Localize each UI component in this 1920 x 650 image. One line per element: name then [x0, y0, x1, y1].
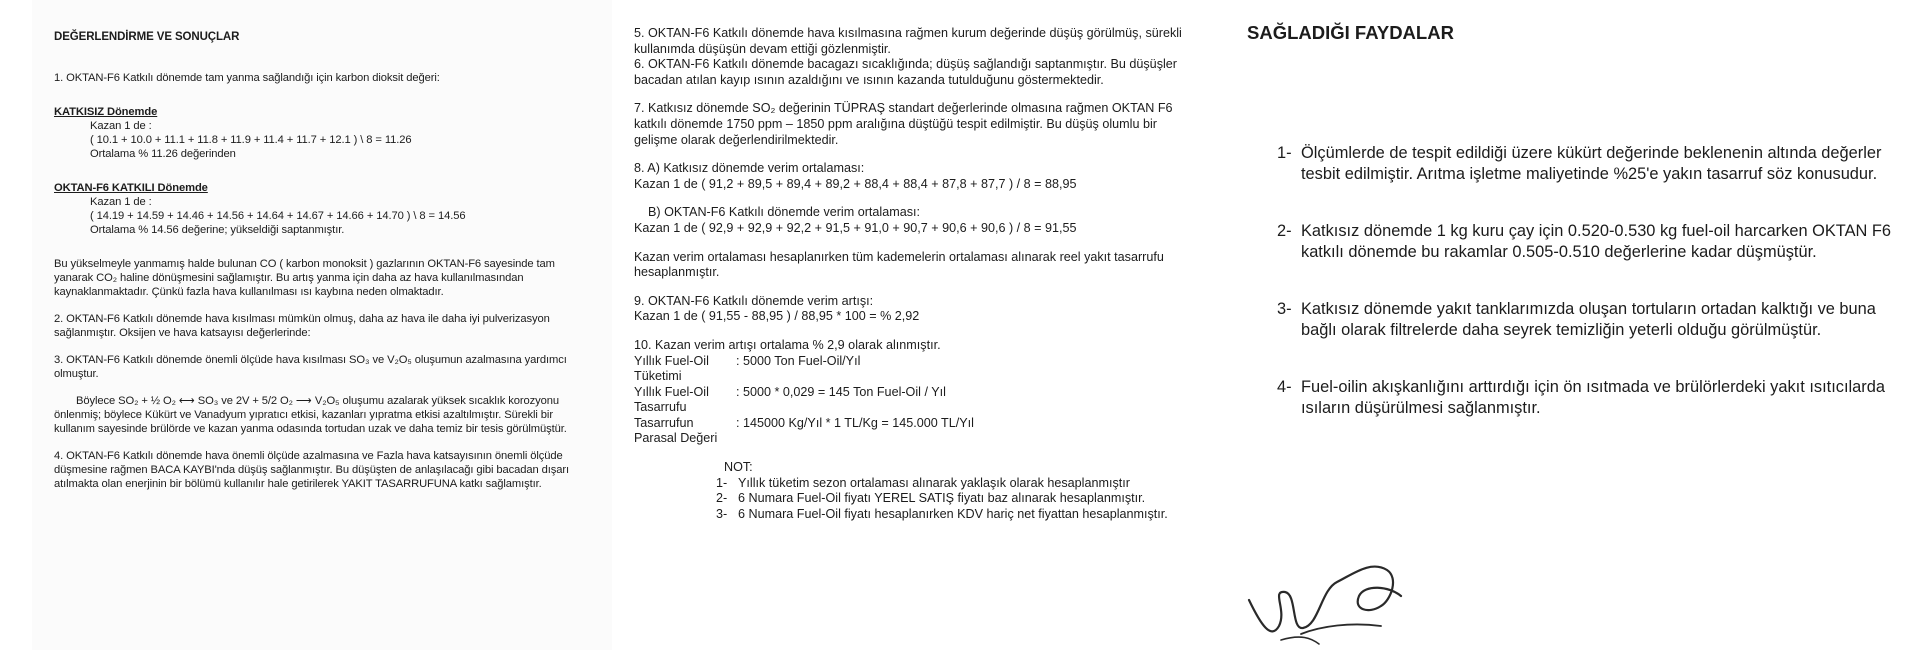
benefit-number: 3- [1277, 300, 1292, 318]
note-item [634, 507, 1193, 523]
item-7: 7. Katkısız dönemde SO₂ değerinin TÜPRAŞ standart değerlerinde olmasına rağmen OKTAN F6 katkılı dönemde 1750 ppm – 1850 ppm aralığına düştüğü tespit edilmiştir. Bu düşüş olumlu bir gelişme olarak değerlendirilmektedir. [634, 101, 1173, 147]
row-label: Yıllık Fuel-Oil Tasarrufu [634, 384, 709, 415]
note-number: 1- [716, 475, 728, 490]
item-3-reaction: Böylece SO₂ + ½ O₂ ⟷ SO₃ ve 2V + 5/2 O₂ ⟶ V₂O₅ oluşumu azalarak yüksek sıcaklık korozyonu önlenmiş; böylece Kükürt ve Vanadyum yıpratıcı etkisi, kazanları yıpratma etkisi azaltılmıştır. Sürekli bir kullanım sayesinde brülörde ve kazan yanma odasında tortudan uzak ve daha temiz bir tesis görülmüştür. [54, 395, 567, 435]
note-text: 6 Numara Fuel-Oil fiyatı hesaplanırken KDV hariç net fiyattan hesaplanmıştır. [738, 506, 1168, 521]
benefit-text: Ölçümlerde de tespit edildiği üzere kükürt değerinde beklenenin altında değerler tesbit edilmiştir. Arıtma işletme maliyetinde %25'e yakın tasarruf söz konusudur. [1301, 144, 1882, 183]
item-2: 2. OKTAN-F6 Katkılı dönemde hava kısılması mümkün olmuş, daha az hava ile daha iyi pulverizasyon sağlanmıştır. Oksijen ve hava katsayısı değerlerinde: [54, 313, 550, 339]
item-5: 5. OKTAN-F6 Katkılı dönemde hava kısılmasına rağmen kurum değerinde düşüş görülmüş, sürekli kullanımda düşüşün devam ettiği gözlenmiştir. [634, 26, 1182, 56]
note-item [634, 476, 1193, 492]
item-9-title: 9. OKTAN-F6 Katkılı dönemde verim artışı: [634, 293, 874, 308]
item-8b-title: B) OKTAN-F6 Katkılı dönemde verim ortalaması: [648, 205, 921, 220]
katkisiz-heading: KATKISIZ Dönemde [54, 106, 158, 118]
note-item [634, 491, 1193, 507]
benefit-text: Katkısız dönemde yakıt tanklarımızda oluşan tortuların ortadan kalktığı ve buna bağlı olarak filtrelerde daha seyrek temizliğin yeterli olduğu görülmüştür. [1301, 300, 1876, 339]
katkili-heading: OKTAN-F6 KATKILI Dönemde [54, 182, 208, 194]
note-text: 6 Numara Fuel-Oil fiyatı YEREL SATIŞ fiyatı baz alınarak hesaplanmıştır. [738, 491, 1146, 506]
co-paragraph: Bu yükselmeyle yanmamış halde bulunan CO ( karbon monoksit ) gazlarının OKTAN-F6 sayesinde tam yanarak CO₂ haline dönüşmesini sağlamıştır. Bu artış yanma için daha az hava kullanılmasından kaynaklanmaktadır. Çünkü fazla hava kullanılması ısı kaybına neden olmaktadır. [54, 258, 555, 298]
item-1-intro: 1. OKTAN-F6 Katkılı dönemde tam yanma sağlandığı için karbon dioksit değeri: [54, 72, 440, 84]
benefit-number: 2- [1277, 222, 1292, 240]
katkisiz-formula: ( 10.1 + 10.0 + 11.1 + 11.8 + 11.9 + 11.4 + 11.7 + 12.1 ) \ 8 = 11.26 [90, 134, 412, 146]
benefit-item [1247, 221, 1910, 263]
row-value: : 5000 Ton Fuel-Oil/Yıl [736, 353, 861, 368]
row-value: : 145000 Kg/Yıl * 1 TL/Kg = 145.000 TL/Yıl [736, 415, 974, 430]
benefit-number: 4- [1277, 378, 1292, 396]
annual-consumption-row [634, 354, 1193, 385]
katkili-formula: ( 14.19 + 14.59 + 14.46 + 14.56 + 14.64 + 14.67 + 14.66 + 14.70 ) \ 8 = 14.56 [90, 210, 466, 222]
item-8b-formula: Kazan 1 de ( 92,9 + 92,9 + 92,2 + 91,5 + 91,0 + 90,7 + 90,6 + 90,6 ) / 8 = 91,55 [634, 220, 1077, 235]
benefit-item [1247, 299, 1910, 341]
document-page-results [620, 0, 1205, 650]
row-value: : 5000 * 0,029 = 145 Ton Fuel-Oil / Yıl [736, 384, 946, 399]
katkisiz-average: Ortalama % 11.26 değerinden [90, 148, 236, 160]
handwritten-signature [1241, 530, 1421, 650]
item-9-formula: Kazan 1 de ( 91,55 - 88,95 ) / 88,95 * 100 = % 2,92 [634, 309, 920, 324]
document-page-evaluation [32, 0, 612, 650]
item-10-title: 10. Kazan verim artışı ortalama % 2,9 olarak alınmıştır. [634, 337, 941, 352]
document-page-benefits [1235, 0, 1920, 650]
benefit-text: Fuel-oilin akışkanlığını arttırdığı için ön ısıtmada ve brülörlerdeki yakıt ısıtıcılarda ısıların düşürülmesi sağlanmıştır. [1301, 378, 1885, 417]
benefit-item [1247, 143, 1910, 185]
row-label: Yıllık Fuel-Oil Tüketimi [634, 353, 709, 384]
note-text: Yıllık tüketim sezon ortalaması alınarak yaklaşık olarak hesaplanmıştır [738, 475, 1130, 490]
note-number: 2- [716, 491, 728, 506]
monetary-value-row [634, 416, 1193, 447]
page-title: DEĞERLENDİRME VE SONUÇLAR [54, 31, 240, 43]
benefit-number: 1- [1277, 144, 1292, 162]
benefit-text: Katkısız dönemde 1 kg kuru çay için 0.520-0.530 kg fuel-oil harcarken OKTAN F6 katkılı dönemde bu rakamlar 0.505-0.510 değerlerine kadar düşmüştür. [1301, 222, 1892, 261]
note-heading: NOT: [724, 460, 753, 475]
katkili-average: Ortalama % 14.56 değerine; yükseldiği saptanmıştır. [90, 224, 345, 236]
note-number: 3- [716, 506, 728, 521]
katkili-kazan-label: Kazan 1 de : [90, 196, 152, 208]
item-8a-title: 8. A) Katkısız dönemde verim ortalaması: [634, 161, 865, 176]
verim-note: Kazan verim ortalaması hesaplanırken tüm kademelerin ortalaması alınarak reel yakıt tasarrufu hesaplanmıştır. [634, 249, 1164, 280]
benefit-item [1247, 377, 1910, 419]
item-6: 6. OKTAN-F6 Katkılı dönemde bacagazı sıcaklığında; düşüş sağlandığı saptanmıştır. Bu düşüşler bacadan atılan kayıp ısının azaldığını ve ısının kazanda tutulduğunu göstermektedir. [634, 57, 1177, 87]
page-title: SAĞLADIĞI FAYDALAR [1247, 22, 1454, 43]
annual-savings-row [634, 385, 1193, 416]
katkisiz-kazan-label: Kazan 1 de : [90, 120, 152, 132]
item-3: 3. OKTAN-F6 Katkılı dönemde önemli ölçüde hava kısılması SO₃ ve V₂O₅ oluşumun azalmasına yardımcı olmuştur. [54, 354, 567, 380]
item-8a-formula: Kazan 1 de ( 91,2 + 89,5 + 89,4 + 89,2 + 88,4 + 88,4 + 87,8 + 87,7 ) / 8 = 88,95 [634, 176, 1077, 191]
row-label: Tasarrufun Parasal Değeri [634, 415, 718, 446]
item-4: 4. OKTAN-F6 Katkılı dönemde hava önemli ölçüde azalmasına ve Fazla hava katsayısının önemli ölçüde düşmesine rağmen BACA KAYBI'nda düşüş sağlanmıştır. Bu düşüşten de anlaşılacağı gibi bacadan dışarı atılmakta olan enerjinin bir bölümü kullanılır hale getirilerek YAKIT TASARRUFUNA katkı sağlamıştır. [54, 450, 570, 490]
